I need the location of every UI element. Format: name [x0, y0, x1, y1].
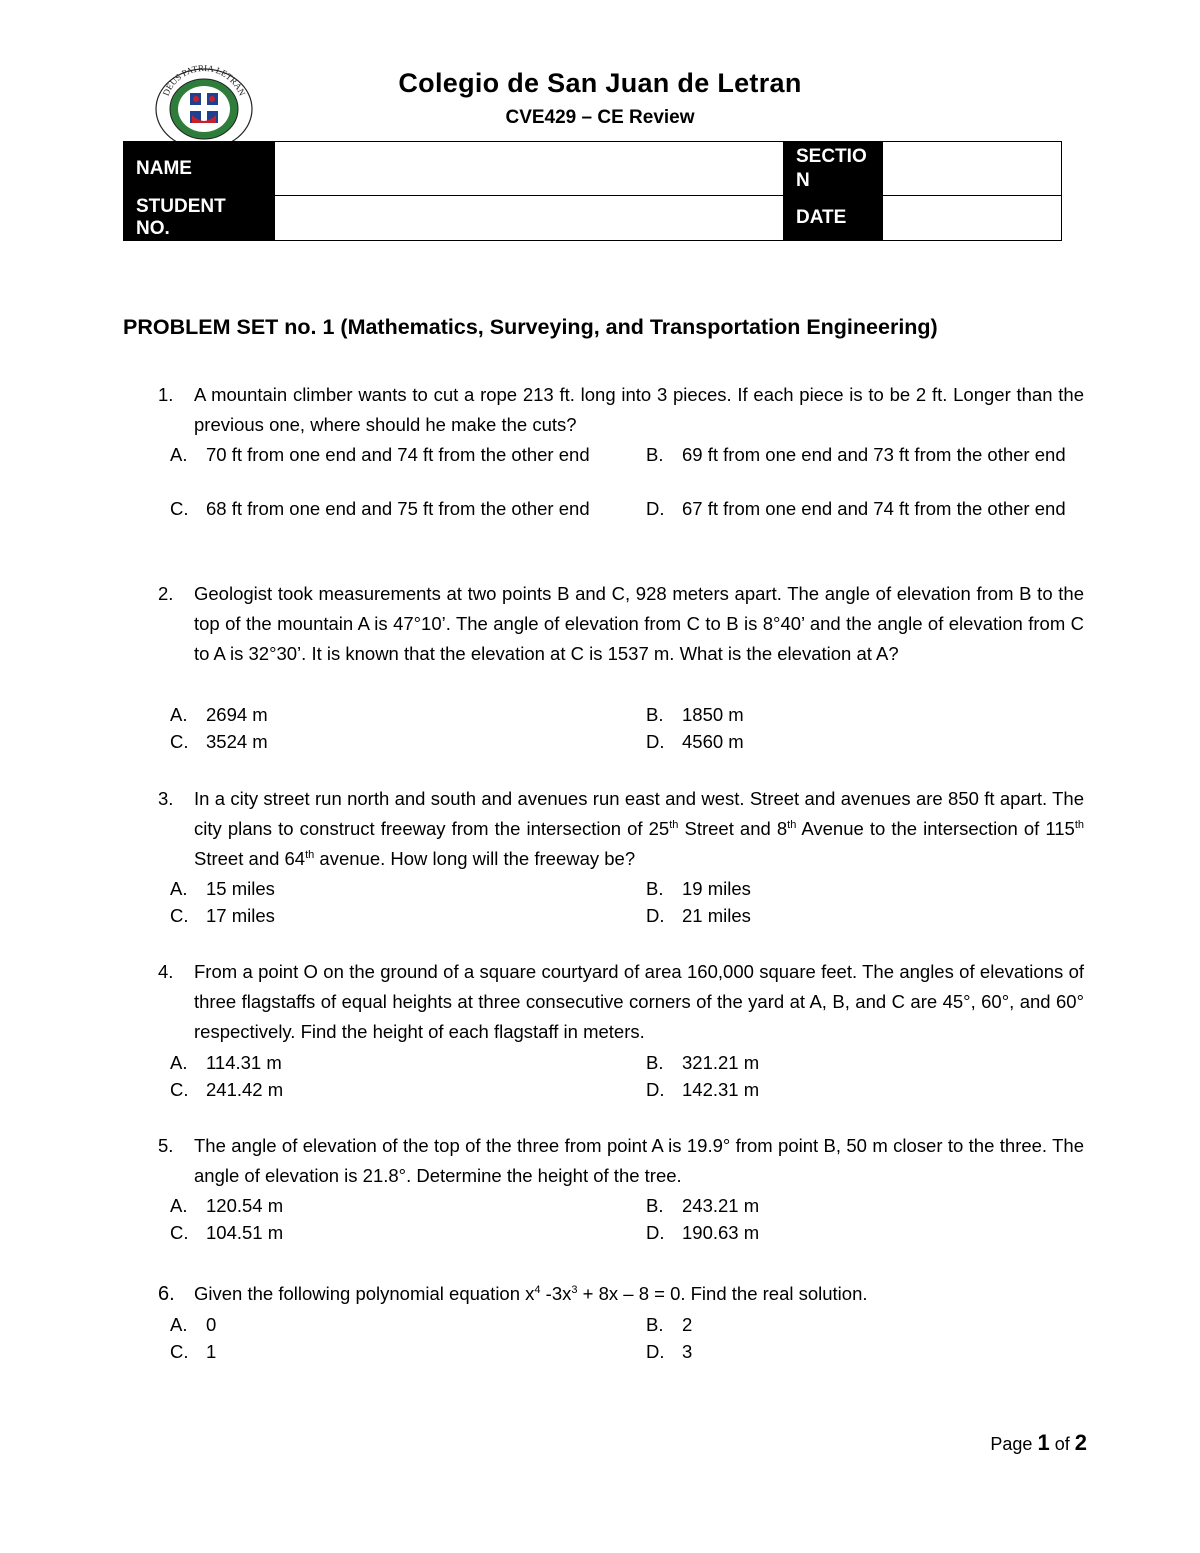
question-5	[158, 1131, 1084, 1191]
question-4-options	[170, 1050, 1084, 1106]
option-b[interactable]: B. 2	[646, 1314, 693, 1335]
option-a[interactable]: A. 0	[170, 1314, 217, 1335]
student-no-label: STUDENT NO.	[124, 196, 275, 241]
page-word: Page	[990, 1434, 1033, 1454]
option-a[interactable]: A. 2694 m	[170, 704, 268, 725]
question-1	[158, 380, 1084, 440]
section-field[interactable]	[883, 142, 1062, 196]
option-b[interactable]: B. 19 miles	[646, 878, 751, 899]
question-3-options	[170, 876, 1084, 932]
page-number-footer	[990, 1430, 1087, 1456]
option-b[interactable]: B. 243.21 m	[646, 1195, 760, 1216]
question-1-options	[170, 442, 1084, 552]
total-pages: 2	[1074, 1430, 1087, 1455]
option-d[interactable]: D. 3	[646, 1341, 693, 1362]
student-info-table	[123, 141, 1062, 241]
option-a[interactable]: A. 120.54 m	[170, 1195, 284, 1216]
option-d[interactable]: D. 4560 m	[646, 731, 744, 752]
option-c[interactable]: C. 241.42 m	[170, 1079, 284, 1100]
option-c[interactable]: C. 68 ft from one end and 75 ft from the other end	[170, 498, 590, 519]
question-stem: A mountain climber wants to cut a rope 213 ft. long into 3 pieces. If each piece is to be 2 ft. Longer than the previous one, where should he make the cuts?	[194, 384, 1084, 435]
question-number: 6.	[158, 1283, 175, 1305]
question-6	[158, 1279, 1084, 1309]
option-c[interactable]: C. 3524 m	[170, 731, 268, 752]
option-a[interactable]: A. 114.31 m	[170, 1052, 282, 1073]
question-number: 4.	[158, 961, 174, 982]
option-a[interactable]: A. 70 ft from one end and 74 ft from the other end	[170, 444, 590, 465]
course-title: CVE429 – CE Review	[505, 107, 695, 128]
option-b[interactable]: B. 1850 m	[646, 704, 744, 725]
question-6-options	[170, 1312, 1084, 1368]
date-label: DATE	[784, 196, 883, 241]
question-5-options	[170, 1193, 1084, 1249]
current-page: 1	[1037, 1430, 1050, 1455]
problem-set-title: PROBLEM SET no. 1 (Mathematics, Surveying, and Transportation Engineering)	[123, 315, 938, 339]
option-c[interactable]: C. 1	[170, 1341, 217, 1362]
name-label: NAME	[124, 142, 275, 196]
option-d[interactable]: D. 21 miles	[646, 905, 751, 926]
question-3	[158, 784, 1084, 874]
question-2	[158, 579, 1084, 669]
svg-text:DEUS PATRIA LETRAN: DEUS PATRIA LETRAN	[160, 63, 248, 98]
question-4	[158, 957, 1084, 1047]
question-stem: The angle of elevation of the top of the three from point A is 19.9° from point B, 50 m closer to the three. The angle of elevation is 21.8°. Determine the height of the tree.	[194, 1135, 1084, 1186]
school-name: Colegio de San Juan de Letran	[398, 68, 802, 98]
question-stem: In a city street run north and south and avenues run east and west. Street and avenues are 850 ft apart. The city plans to construct freeway from the intersection of 25th Street and 8th Avenue to the intersection of 115th Street and 64th avenue. How long will the freeway be?	[194, 788, 1085, 869]
option-c[interactable]: C. 104.51 m	[170, 1222, 284, 1243]
question-number: 1.	[158, 384, 174, 405]
option-b[interactable]: B. 69 ft from one end and 73 ft from the other end	[646, 444, 1066, 465]
question-number: 5.	[158, 1135, 174, 1156]
of-word: of	[1054, 1434, 1070, 1454]
date-field[interactable]	[883, 196, 1062, 241]
option-d[interactable]: D. 190.63 m	[646, 1222, 760, 1243]
question-stem: Geologist took measurements at two points B and C, 928 meters apart. The angle of elevation from B to the top of the mountain A is 47°10’. The angle of elevation from C to B is 8°40’ and the angle of elevation from C to A is 32°30’. It is known that the elevation at C is 1537 m. What is the elevation at A?	[194, 583, 1084, 664]
question-number: 3.	[158, 788, 174, 809]
name-field[interactable]	[275, 142, 784, 196]
student-no-field[interactable]	[275, 196, 784, 241]
option-d[interactable]: D. 142.31 m	[646, 1079, 760, 1100]
option-d[interactable]: D. 67 ft from one end and 74 ft from the other end	[646, 498, 1066, 519]
option-c[interactable]: C. 17 miles	[170, 905, 275, 926]
question-stem: From a point O on the ground of a square courtyard of area 160,000 square feet. The angles of elevations of three flagstaffs of equal heights at three consecutive corners of the yard at A, B, and C are 45°, 60°, and 60° respectively. Find the height of each flagstaff in meters.	[194, 961, 1084, 1042]
question-number: 2.	[158, 583, 174, 604]
option-b[interactable]: B. 321.21 m	[646, 1052, 760, 1073]
section-label: SECTIO N	[784, 142, 883, 196]
option-a[interactable]: A. 15 miles	[170, 878, 275, 899]
question-2-options	[170, 702, 1084, 758]
question-stem: Given the following polynomial equation $x^4$ $-3x^3 + 8x - 8 = 0$. Find the real solution.	[194, 1283, 868, 1304]
